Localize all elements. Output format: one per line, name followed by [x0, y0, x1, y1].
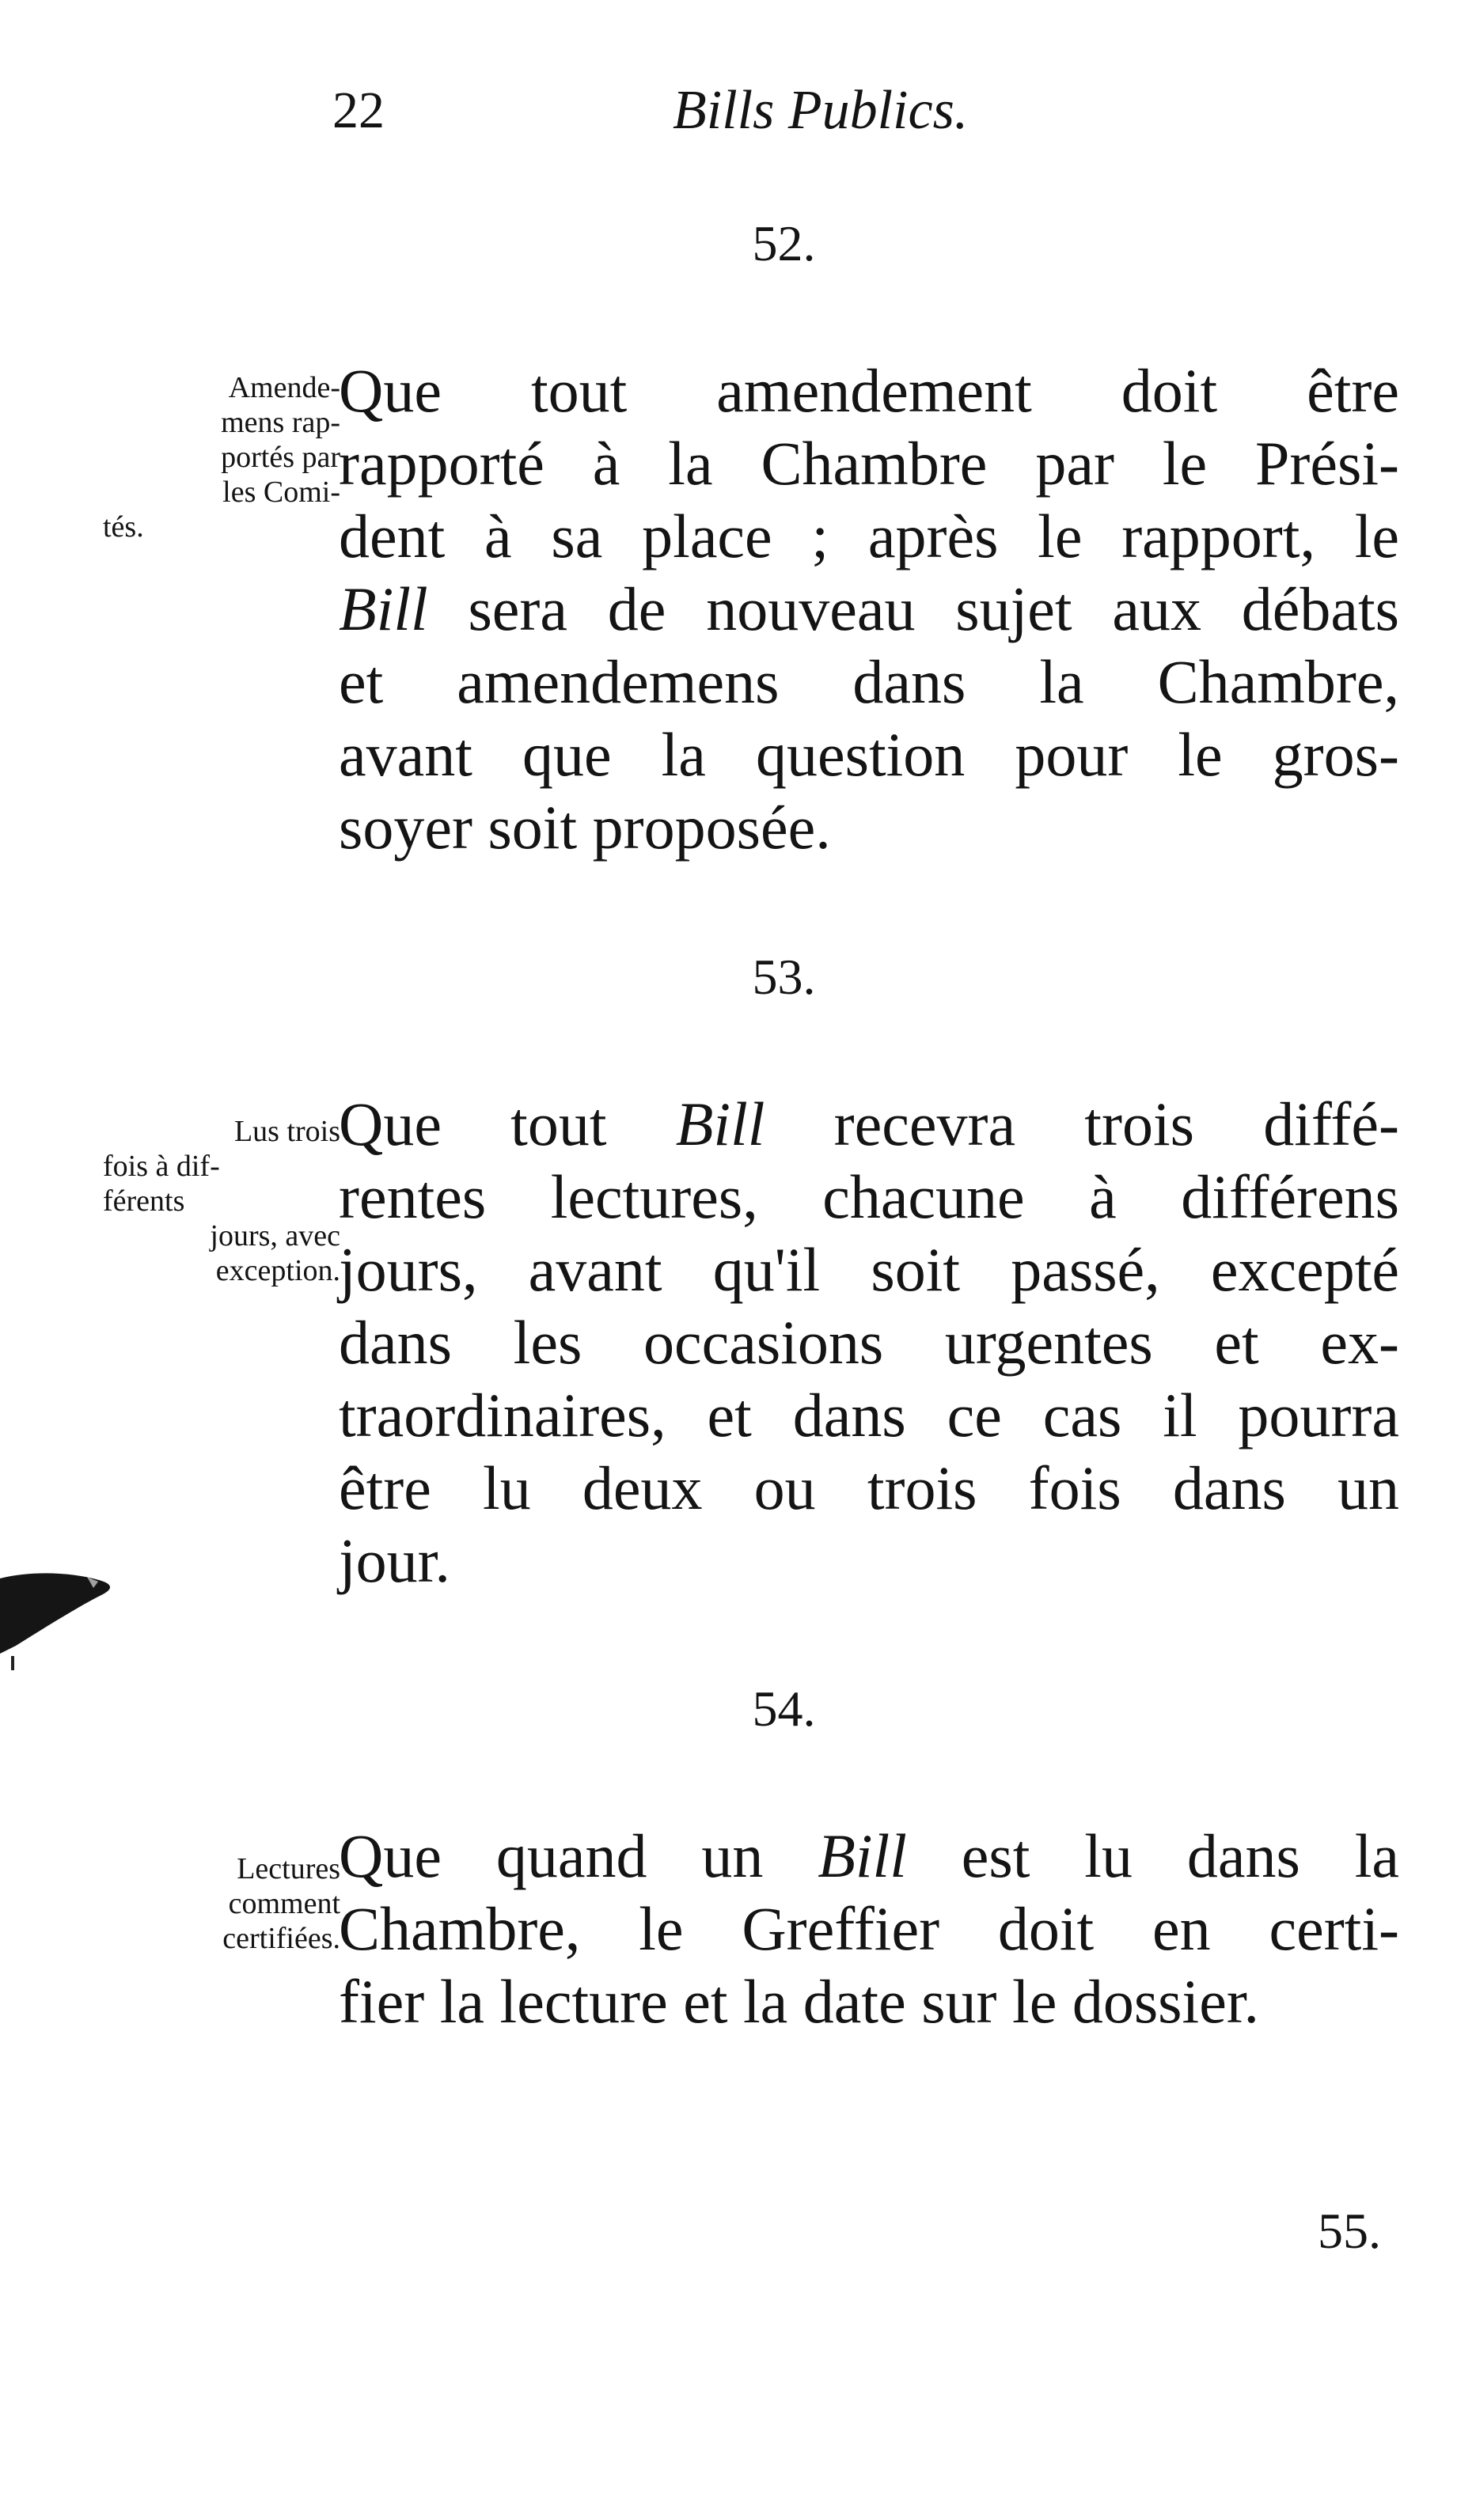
side-note-line: comment: [228, 1887, 340, 1920]
side-note-line: Lectures: [237, 1852, 340, 1885]
side-note: [103, 370, 340, 544]
text-line: jours, avant qu'il soit passé, excepté: [339, 1235, 1399, 1304]
next-article-number: 55.: [1318, 2203, 1381, 2259]
text-line: Que tout Bill recevra trois diffé-: [339, 1089, 1400, 1158]
text-line: Chambre, le Greffier doit en certi-: [339, 1894, 1399, 1963]
running-title: Bills Publics.: [673, 80, 969, 141]
text-line: et amendemens dans la Chambre,: [339, 647, 1399, 716]
side-note-line: jours, avec: [210, 1219, 340, 1252]
text-line: rentes lectures, chacune à différens: [339, 1162, 1399, 1231]
italic-word: Bill: [339, 574, 428, 643]
article-number: 53.: [752, 949, 816, 1005]
side-note-line: certifiées.: [222, 1922, 340, 1955]
text-line: jour.: [339, 1526, 450, 1595]
side-note-line: fois à dif-: [103, 1150, 220, 1183]
text-line: être lu deux ou trois fois dans un: [339, 1453, 1399, 1522]
article-text: [339, 1820, 1399, 2038]
text-line: rapporté à la Chambre par le Prési-: [339, 429, 1399, 498]
side-note-line: exception.: [215, 1254, 340, 1287]
ink-smudge-mark: [0, 1571, 119, 1673]
article-text: [339, 354, 1399, 864]
text-line: avant que la question pour le gros-: [339, 720, 1399, 789]
text-line: fier la lecture et la date sur le dossier.: [339, 1967, 1259, 2036]
article-number: 54.: [752, 1681, 816, 1737]
text-line: Bill sera de nouveau sujet aux débats: [339, 574, 1399, 643]
italic-word: Bill: [818, 1821, 907, 1890]
text-line: soyer soit proposée.: [339, 793, 831, 862]
side-note: [103, 1851, 340, 1956]
text-line: traordinaires, et dans ce cas il pourra: [339, 1381, 1399, 1449]
italic-word: Bill: [675, 1089, 765, 1158]
text-line: dent à sa place ; après le rapport, le: [339, 502, 1399, 570]
side-note: [103, 1114, 340, 1288]
side-note-line: férents: [103, 1184, 185, 1218]
text-line: Que tout amendement doit être: [339, 356, 1399, 425]
side-note-line: Amende-: [228, 371, 340, 404]
side-note-line: Lus trois: [233, 1115, 340, 1148]
article-text: [339, 1088, 1399, 1597]
side-note-line: mens rap-: [221, 406, 340, 439]
text-line: Que quand un Bill est lu dans la: [339, 1821, 1399, 1890]
text-line: dans les occasions urgentes et ex-: [339, 1308, 1399, 1377]
side-note-line: portés par: [221, 441, 340, 474]
side-note-line: tés.: [103, 510, 144, 544]
page-number: 22: [332, 81, 385, 139]
article-number: 52.: [752, 215, 816, 271]
running-head: [332, 75, 1045, 146]
side-note-line: les Comi-: [222, 476, 340, 509]
